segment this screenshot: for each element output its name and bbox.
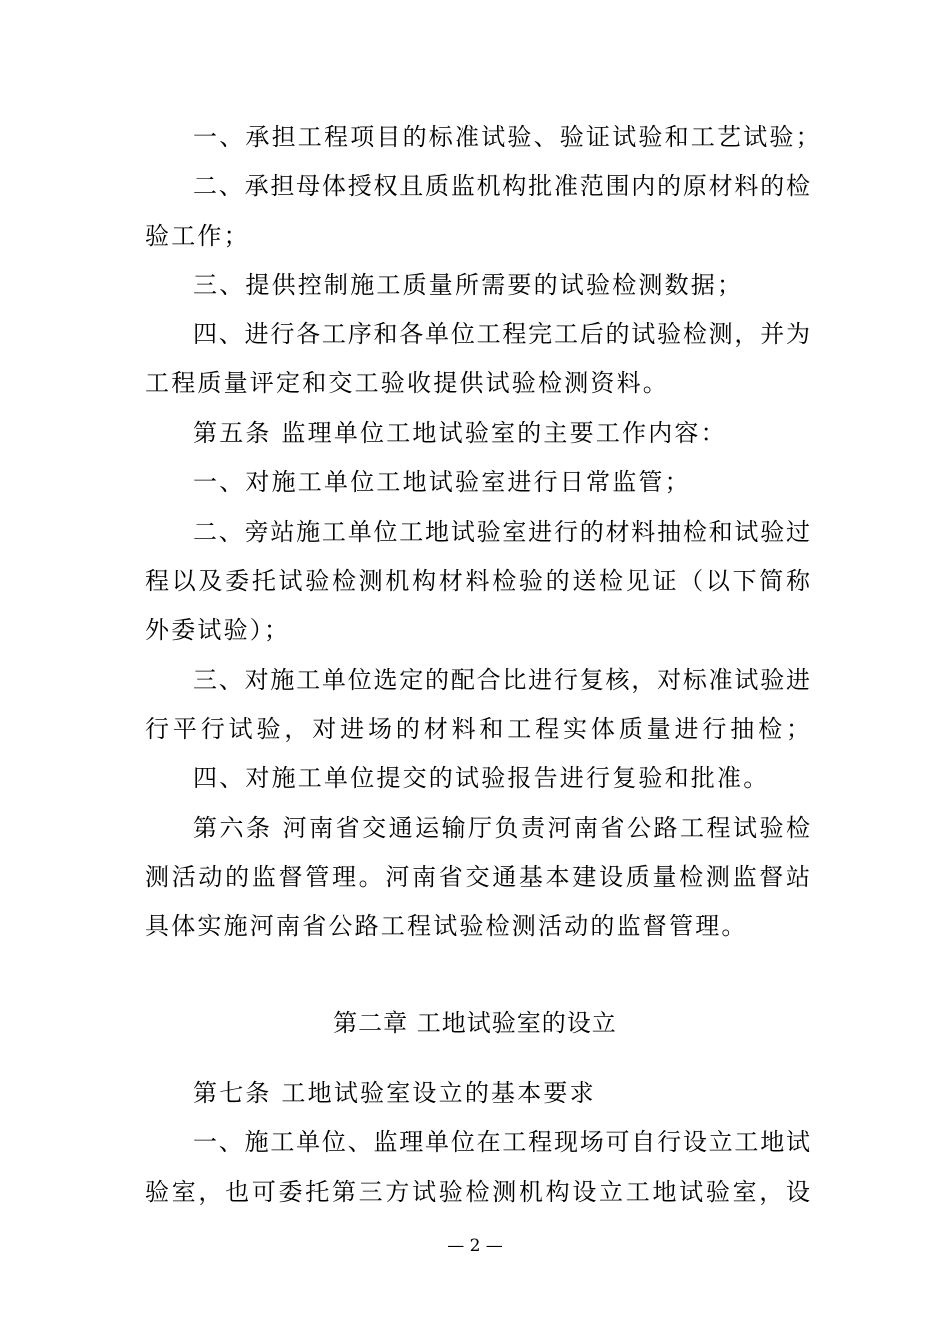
paragraph-line: 一、施工单位、监理单位在工程现场可自行设立工地试 [193,1128,810,1156]
page-number: — 2 — [447,1236,503,1256]
article-title: 第七条 工地试验室设立的基本要求 [193,1079,596,1107]
chapter-heading: 第二章 工地试验室的设立 [333,1009,617,1037]
paragraph-line: 测活动的监督管理。河南省交通基本建设质量检测监督站 [145,863,810,891]
paragraph-line: 一、承担工程项目的标准试验、验证试验和工艺试验； [193,123,822,151]
paragraph-line: 一、对施工单位工地试验室进行日常监管； [193,468,691,496]
paragraph-line: 三、提供控制施工质量所需要的试验检测数据； [193,271,744,299]
paragraph-line: 程以及委托试验检测机构材料检验的送检见证（以下简称 [145,567,810,595]
paragraph-line: 四、进行各工序和各单位工程完工后的试验检测，并为 [193,320,810,348]
article-title: 第六条 河南省交通运输厅负责河南省公路工程试验检 [193,814,810,842]
paragraph-line: 三、对施工单位选定的配合比进行复核，对标准试验进 [193,666,810,694]
paragraph-line: 验工作； [145,222,250,250]
paragraph-line: 验室，也可委托第三方试验检测机构设立工地试验室，设 [145,1178,810,1206]
paragraph-line: 具体实施河南省公路工程试验检测活动的监督管理。 [145,912,748,940]
paragraph-line: 外委试验）； [145,616,291,644]
paragraph-line: 二、旁站施工单位工地试验室进行的材料抽检和试验过 [193,518,810,546]
paragraph-line: 行平行试验，对进场的材料和工程实体质量进行抽检； [145,715,810,743]
paragraph-line: 四、对施工单位提交的试验报告进行复验和批准。 [193,764,770,792]
paragraph-line: 工程质量评定和交工验收提供试验检测资料。 [145,369,669,397]
paragraph-line: 二、承担母体授权且质监机构批准范围内的原材料的检 [193,172,810,200]
article-title: 第五条 监理单位工地试验室的主要工作内容： [193,419,727,447]
